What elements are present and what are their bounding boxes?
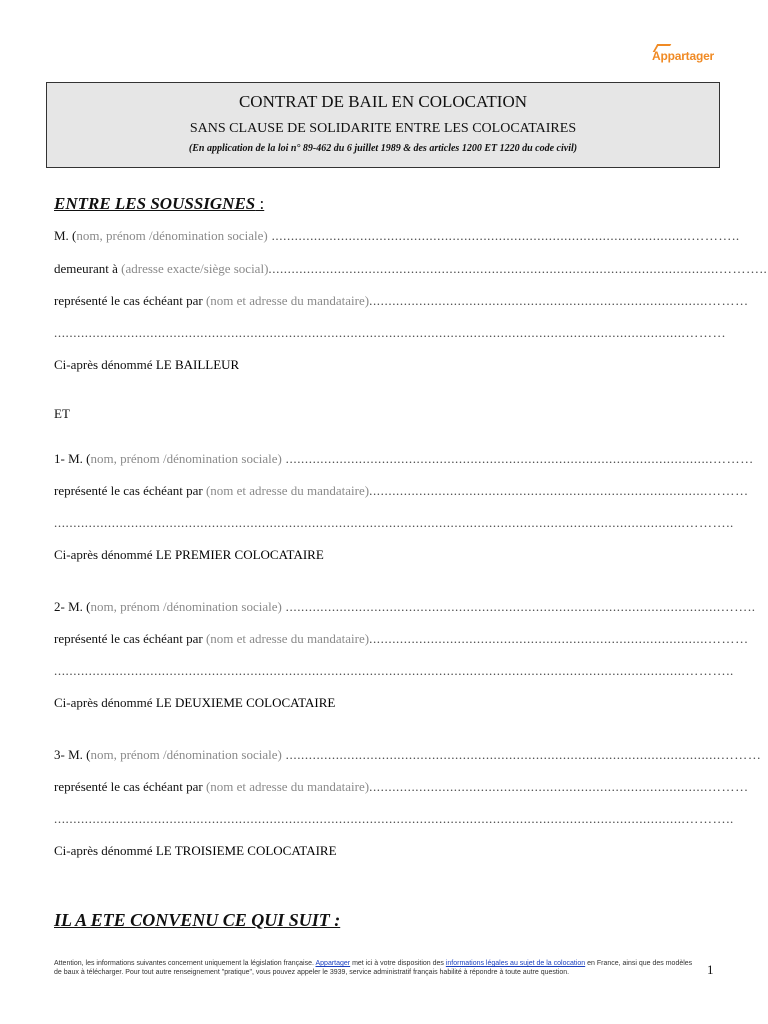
bailleur-continuation-field[interactable]: ....................................................................................................................................................................……… bbox=[54, 325, 727, 340]
et-separator: ET bbox=[54, 406, 70, 421]
bailleur-address-field[interactable]: .....................................................................................................................……….. bbox=[268, 261, 768, 276]
colocataire-2-representative-hint: (nom et adresse du mandataire) bbox=[205, 631, 370, 646]
colocataire-3-name-field[interactable]: .................................................................................................................……… bbox=[281, 747, 762, 762]
bailleur-name-hint: nom, prénom /dénomination sociale) bbox=[76, 228, 268, 243]
logo-text: Appartager bbox=[652, 49, 715, 63]
colocataire-2-representative-label: représenté le cas échéant par bbox=[54, 631, 206, 646]
colocataire-2-name-field[interactable]: .................................................................................................................…….. bbox=[281, 599, 756, 614]
footer-text-1: Attention, les informations suivantes concernent uniquement la législation française. bbox=[54, 960, 316, 967]
colocataire-1-representative-line bbox=[54, 483, 749, 499]
bailleur-name-line bbox=[54, 228, 740, 244]
colocataire-1-name-label: 1- M. ( bbox=[54, 451, 91, 466]
colocataire-2-continuation-field[interactable]: ....................................................................................................................................................................……….. bbox=[54, 663, 734, 678]
bailleur-address-label: demeurant à bbox=[54, 261, 122, 276]
bailleur-representative-field[interactable]: ........................................................................................……… bbox=[369, 293, 749, 308]
designation-name: LE BAILLEUR bbox=[155, 357, 240, 372]
bailleur-address-line bbox=[54, 261, 767, 277]
colocataire-3-representative-line bbox=[54, 779, 749, 795]
section-parties-heading bbox=[54, 194, 264, 214]
section-agreement-heading: IL A ETE CONVENU CE QUI SUIT : bbox=[54, 910, 341, 930]
footer-text-2: met ici à votre disposition des bbox=[350, 960, 446, 967]
section-parties-title: ENTRE LES SOUSSIGNES bbox=[54, 194, 256, 213]
appartager-link[interactable]: Appartager bbox=[315, 960, 351, 967]
colocataire-1-name-hint: nom, prénom /dénomination sociale) bbox=[90, 451, 282, 466]
designation-label: Ci-après dénommé bbox=[54, 695, 156, 710]
appartager-logo bbox=[652, 49, 714, 63]
bailleur-address-hint: (adresse exacte/siège social) bbox=[121, 261, 269, 276]
colocataire-1-name-line bbox=[54, 451, 754, 467]
colocataire-1-designation bbox=[54, 547, 324, 563]
colocataire-2-representative-line bbox=[54, 631, 749, 647]
designation-label: Ci-après dénommé bbox=[54, 547, 156, 562]
law-reference: (En application de la loi n° 89-462 du 6 juillet 1989 & des articles 1200 ET 1220 du code civil) bbox=[188, 143, 578, 154]
colocataire-1-continuation-line bbox=[54, 515, 734, 531]
colocataire-3-representative-label: représenté le cas échéant par bbox=[54, 779, 206, 794]
colocataire-3-continuation-field[interactable]: ....................................................................................................................................................................……….. bbox=[54, 811, 734, 826]
designation-name: LE DEUXIEME COLOCATAIRE bbox=[155, 695, 336, 710]
bailleur-name-field[interactable]: .............................................................................................................……….. bbox=[267, 228, 740, 243]
colocataire-2-name-label: 2- M. ( bbox=[54, 599, 91, 614]
colocataire-3-name-hint: nom, prénom /dénomination sociale) bbox=[90, 747, 282, 762]
legal-info-link[interactable]: informations légales au sujet de la colocation bbox=[445, 960, 586, 967]
bailleur-representative-line bbox=[54, 293, 749, 309]
designation-label: Ci-après dénommé bbox=[54, 843, 156, 858]
bailleur-designation bbox=[54, 357, 239, 373]
colocataire-3-representative-hint: (nom et adresse du mandataire) bbox=[205, 779, 370, 794]
colocataire-1-name-field[interactable]: ...............................................................................................................……… bbox=[281, 451, 754, 466]
colocataire-3-continuation-line bbox=[54, 811, 734, 827]
page-number: 1 bbox=[707, 962, 714, 977]
colocataire-3-name-label: 3- M. ( bbox=[54, 747, 91, 762]
colocataire-1-representative-label: représenté le cas échéant par bbox=[54, 483, 206, 498]
bailleur-continuation-line bbox=[54, 325, 726, 341]
title-box bbox=[46, 82, 720, 168]
document-title: CONTRAT DE BAIL EN COLOCATION bbox=[238, 92, 528, 111]
bailleur-representative-hint: (nom et adresse du mandataire) bbox=[205, 293, 370, 308]
footer-notice bbox=[54, 959, 694, 977]
bailleur-name-label: M. ( bbox=[54, 228, 77, 243]
document-subtitle: SANS CLAUSE DE SOLIDARITE ENTRE LES COLOCATAIRES bbox=[189, 121, 577, 136]
designation-name: LE PREMIER COLOCATAIRE bbox=[155, 547, 324, 562]
colocataire-1-representative-hint: (nom et adresse du mandataire) bbox=[205, 483, 370, 498]
colocataire-2-representative-field[interactable]: ........................................................................................……… bbox=[369, 631, 749, 646]
colocataire-2-continuation-line bbox=[54, 663, 734, 679]
colocataire-2-name-hint: nom, prénom /dénomination sociale) bbox=[90, 599, 282, 614]
colocataire-3-designation bbox=[54, 843, 337, 859]
colocataire-2-name-line bbox=[54, 599, 756, 615]
designation-name: LE TROISIEME COLOCATAIRE bbox=[155, 843, 337, 858]
colocataire-1-representative-field[interactable]: ........................................................................................……… bbox=[369, 483, 749, 498]
designation-label: Ci-après dénommé bbox=[54, 357, 156, 372]
colocataire-3-representative-field[interactable]: ........................................................................................……… bbox=[369, 779, 749, 794]
footer-text-3: en France, ainsi que des modèles de baux à télécharger. Pour tout autre renseignement "pratique", vous pouvez appeler le 3939, service administratif français habilité à répondre à toute autre question. bbox=[54, 960, 693, 976]
colocataire-2-designation bbox=[54, 695, 335, 711]
section-parties-colon: : bbox=[255, 194, 265, 213]
colocataire-1-continuation-field[interactable]: ....................................................................................................................................................................……….. bbox=[54, 515, 734, 530]
bailleur-representative-label: représenté le cas échéant par bbox=[54, 293, 206, 308]
colocataire-3-name-line bbox=[54, 747, 762, 763]
